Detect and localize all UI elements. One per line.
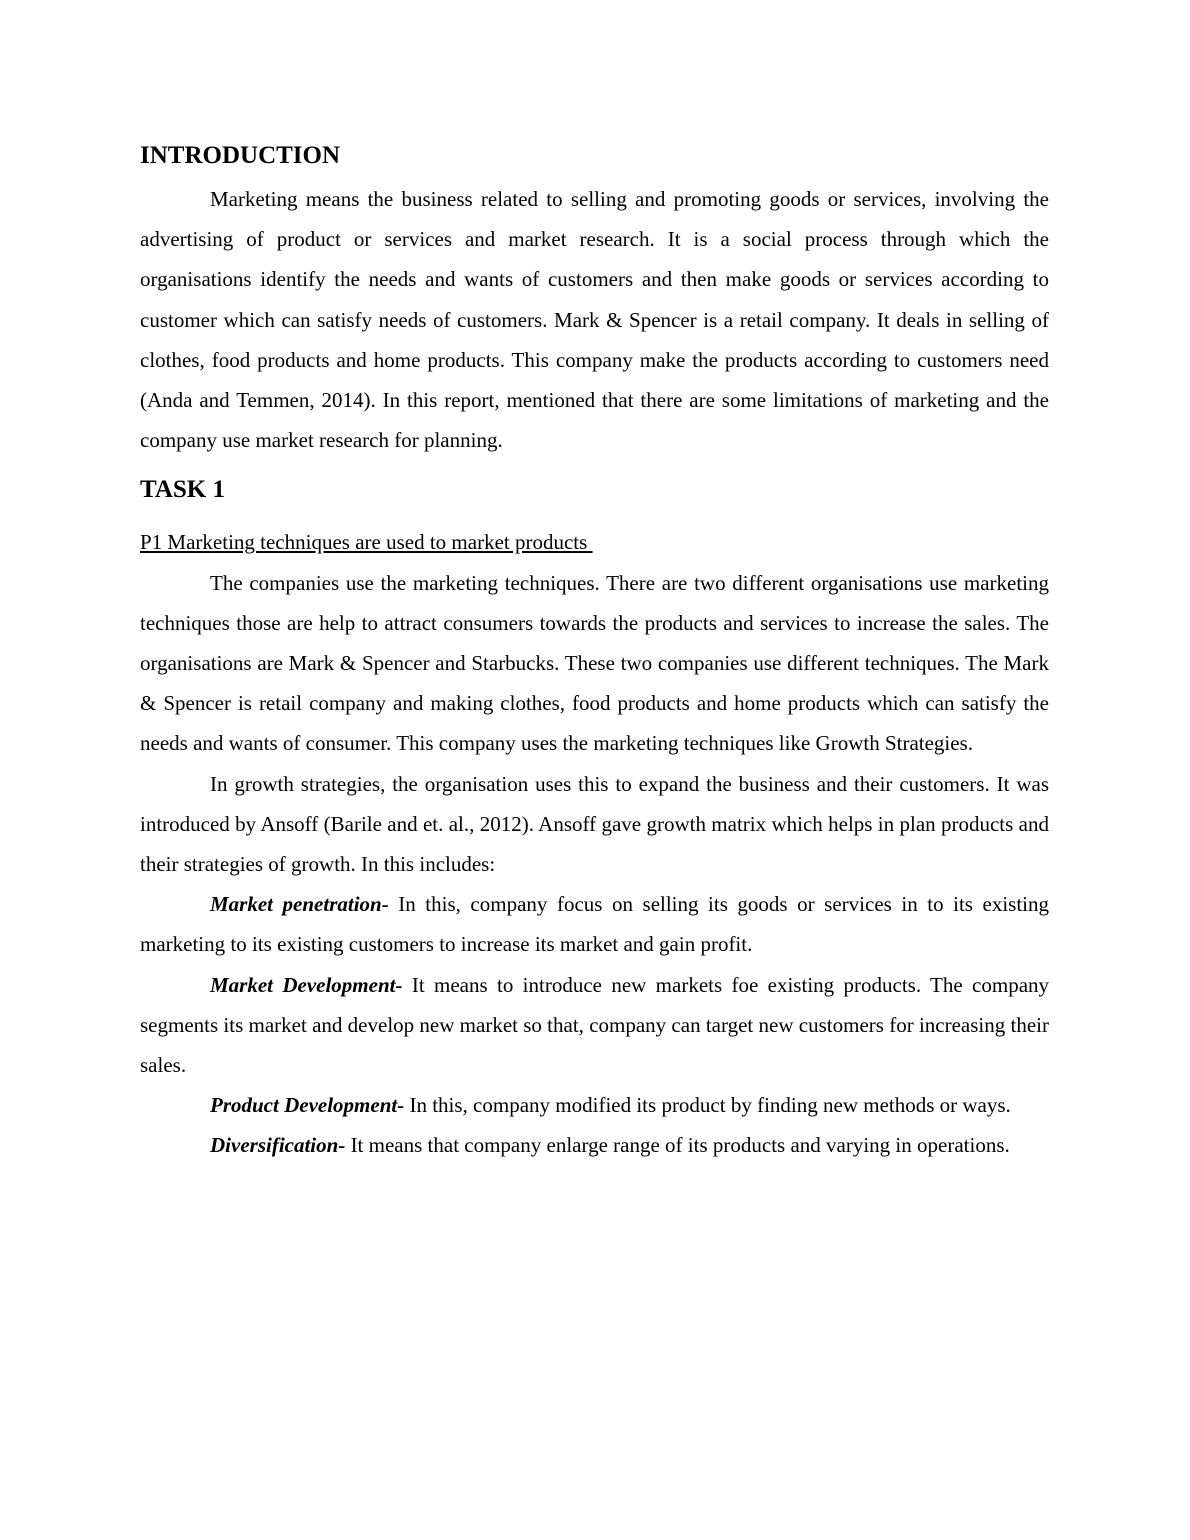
diversification-paragraph (140, 1125, 1049, 1165)
market-penetration-text: In this, company focus on selling its goods or services in to its existing marketing to its existing customers to increase its market and gain profit. (140, 892, 1049, 957)
product-development-paragraph (140, 1085, 1049, 1125)
introduction-heading: INTRODUCTION (140, 142, 341, 169)
p1-subheading: P1 Marketing techniques are used to market products (140, 530, 593, 555)
diversification-text: It means that company enlarge range of its products and varying in operations. (345, 1133, 1010, 1158)
market-development-paragraph (140, 965, 1049, 1086)
growth-strategies-paragraph: In growth strategies, the organisation uses this to expand the business and their customers. It was introduced by Ansoff (Barile and et. al., 2012). Ansoff gave growth matrix which helps in plan products and their strategies of growth. In this includes: (140, 771, 1049, 877)
market-penetration-paragraph (140, 884, 1049, 964)
market-development-term: Market Development- (210, 972, 403, 997)
diversification-term: Diversification- (210, 1133, 346, 1158)
task-1-heading: TASK 1 (140, 476, 225, 504)
document-page (140, 138, 1049, 1166)
product-development-text: In this, company modified its product by finding new methods or ways. (404, 1093, 1011, 1118)
market-development-text: It means to introduce new markets foe existing products. The company segments its market and develop new market so that, company can target new customers for increasing their sales. (140, 972, 1050, 1078)
p1-paragraph: The companies use the marketing techniques. There are two different organisations use marketing techniques those are help to attract consumers towards the products and services to increase the sales. The organisations are Mark & Spencer and Starbucks. These two companies use different techniques. The Mark & Spencer is retail company and making clothes, food products and home products which can satisfy the needs and wants of consumer. This company uses the marketing techniques like Growth Strategies. (140, 570, 1049, 756)
product-development-term: Product Development- (210, 1093, 405, 1118)
introduction-paragraph: Marketing means the business related to selling and promoting goods or services, involving the advertising of product or services and market research. It is a social process through which the organisations identify the needs and wants of customers and then make goods or services according to customer which can satisfy needs of customers. Mark & Spencer is a retail company. It deals in selling of clothes, food products and home products. This company make the products according to customers need (Anda and Temmen, 2014). In this report, mentioned that there are some limitations of marketing and the company use market research for planning. (140, 187, 1049, 453)
market-penetration-term: Market penetration- (210, 892, 389, 917)
